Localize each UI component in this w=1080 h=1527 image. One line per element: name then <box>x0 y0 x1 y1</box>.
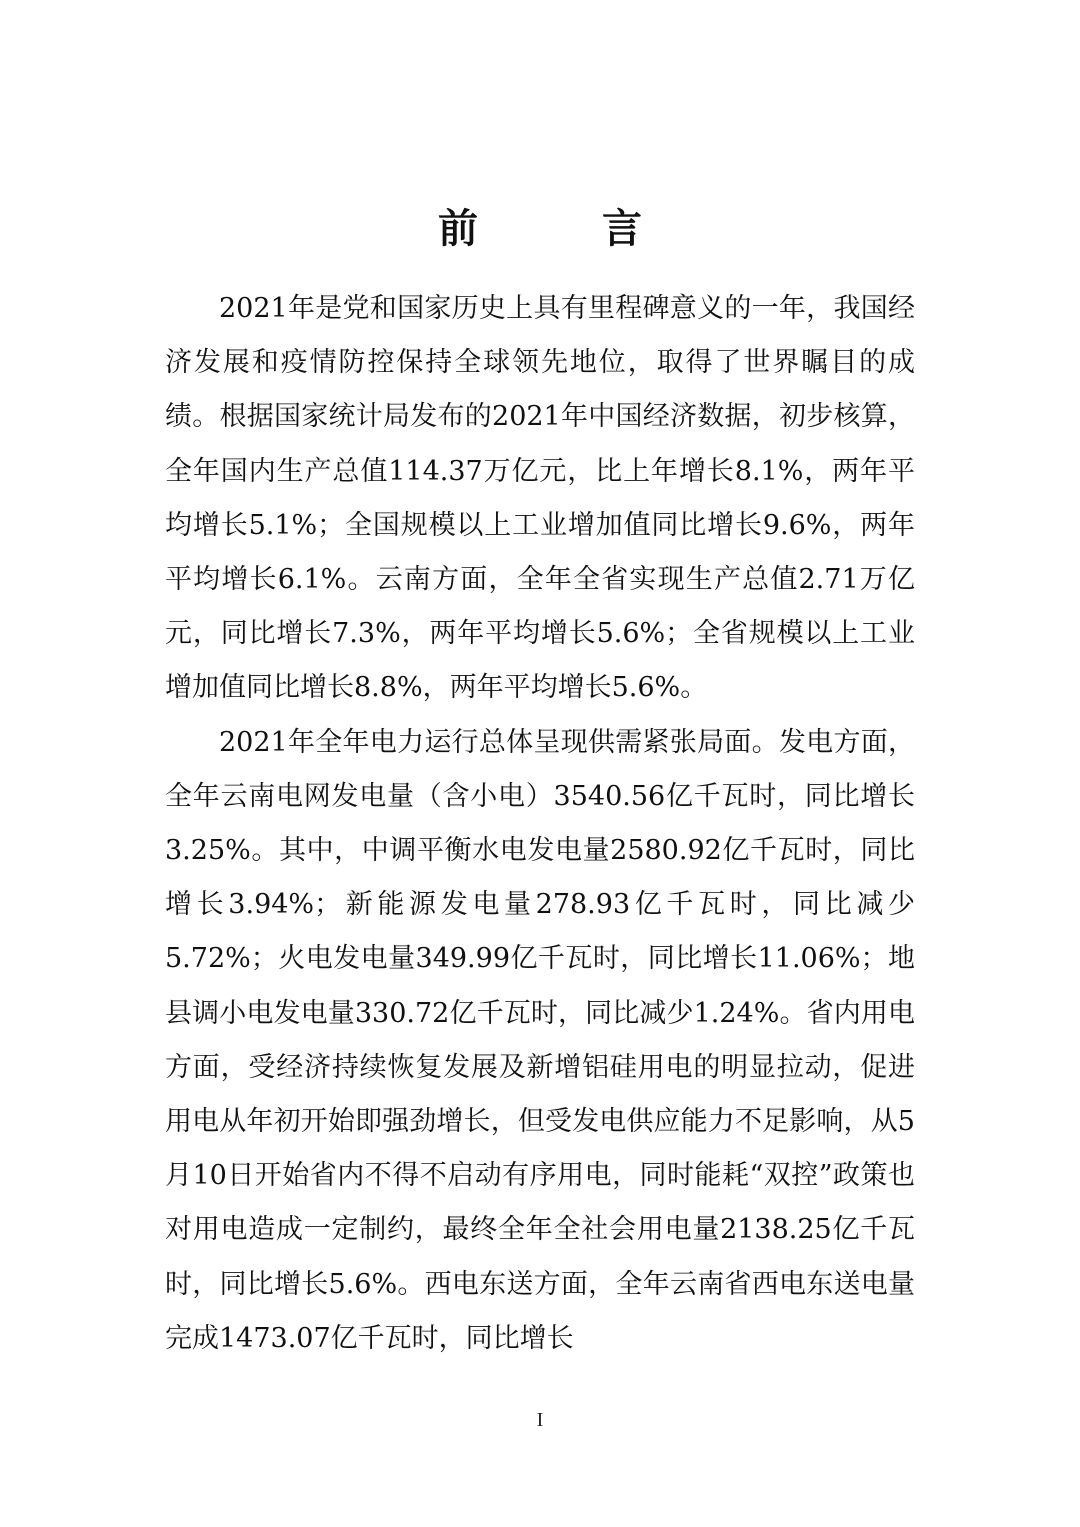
paragraph-economy: 2021年是党和国家历史上具有里程碑意义的一年，我国经济发展和疫情防控保持全球领先地位，取得了世界瞩目的成绩。根据国家统计局发布的2021年中国经济数据，初步核算，全年国内生产总值114.37万亿元，比上年增长8.1%，两年平均增长5.1%；全国规模以上工业增加值同比增长9.6%，两年平均增长6.1%。云南方面，全年全省实现生产总值2.71万亿元，同比增长7.3%，两年平均增长5.6%；全省规模以上工业增加值同比增长8.8%，两年平均增长5.6%。 <box>165 293 915 704</box>
page-title: 前 言 <box>438 205 684 252</box>
body-text <box>165 282 915 1366</box>
page-number: I <box>536 1409 544 1431</box>
paragraph-electricity: 2021年全年电力运行总体呈现供需紧张局面。发电方面，全年云南电网发电量（含小电）3540.56亿千瓦时，同比增长3.25%。其中，中调平衡水电发电量2580.92亿千瓦时，同比增长3.94%；新能源发电量278.93亿千瓦时，同比减少5.72%；火电发电量349.99亿千瓦时，同比增长11.06%；地县调小电发电量330.72亿千瓦时，同比减少1.24%。省内用电方面，受经济持续恢复发展及新增铝硅用电的明显拉动，促进用电从年初开始即强劲增长，但受发电供应能力不足影响，从5月10日开始省内不得不启动有序用电，同时能耗“双控”政策也对用电造成一定制约，最终全年全社会用电量2138.25亿千瓦时，同比增长5.6%。西电东送方面，全年云南省西电东送电量完成1473.07亿千瓦时，同比增长 <box>165 726 915 1354</box>
